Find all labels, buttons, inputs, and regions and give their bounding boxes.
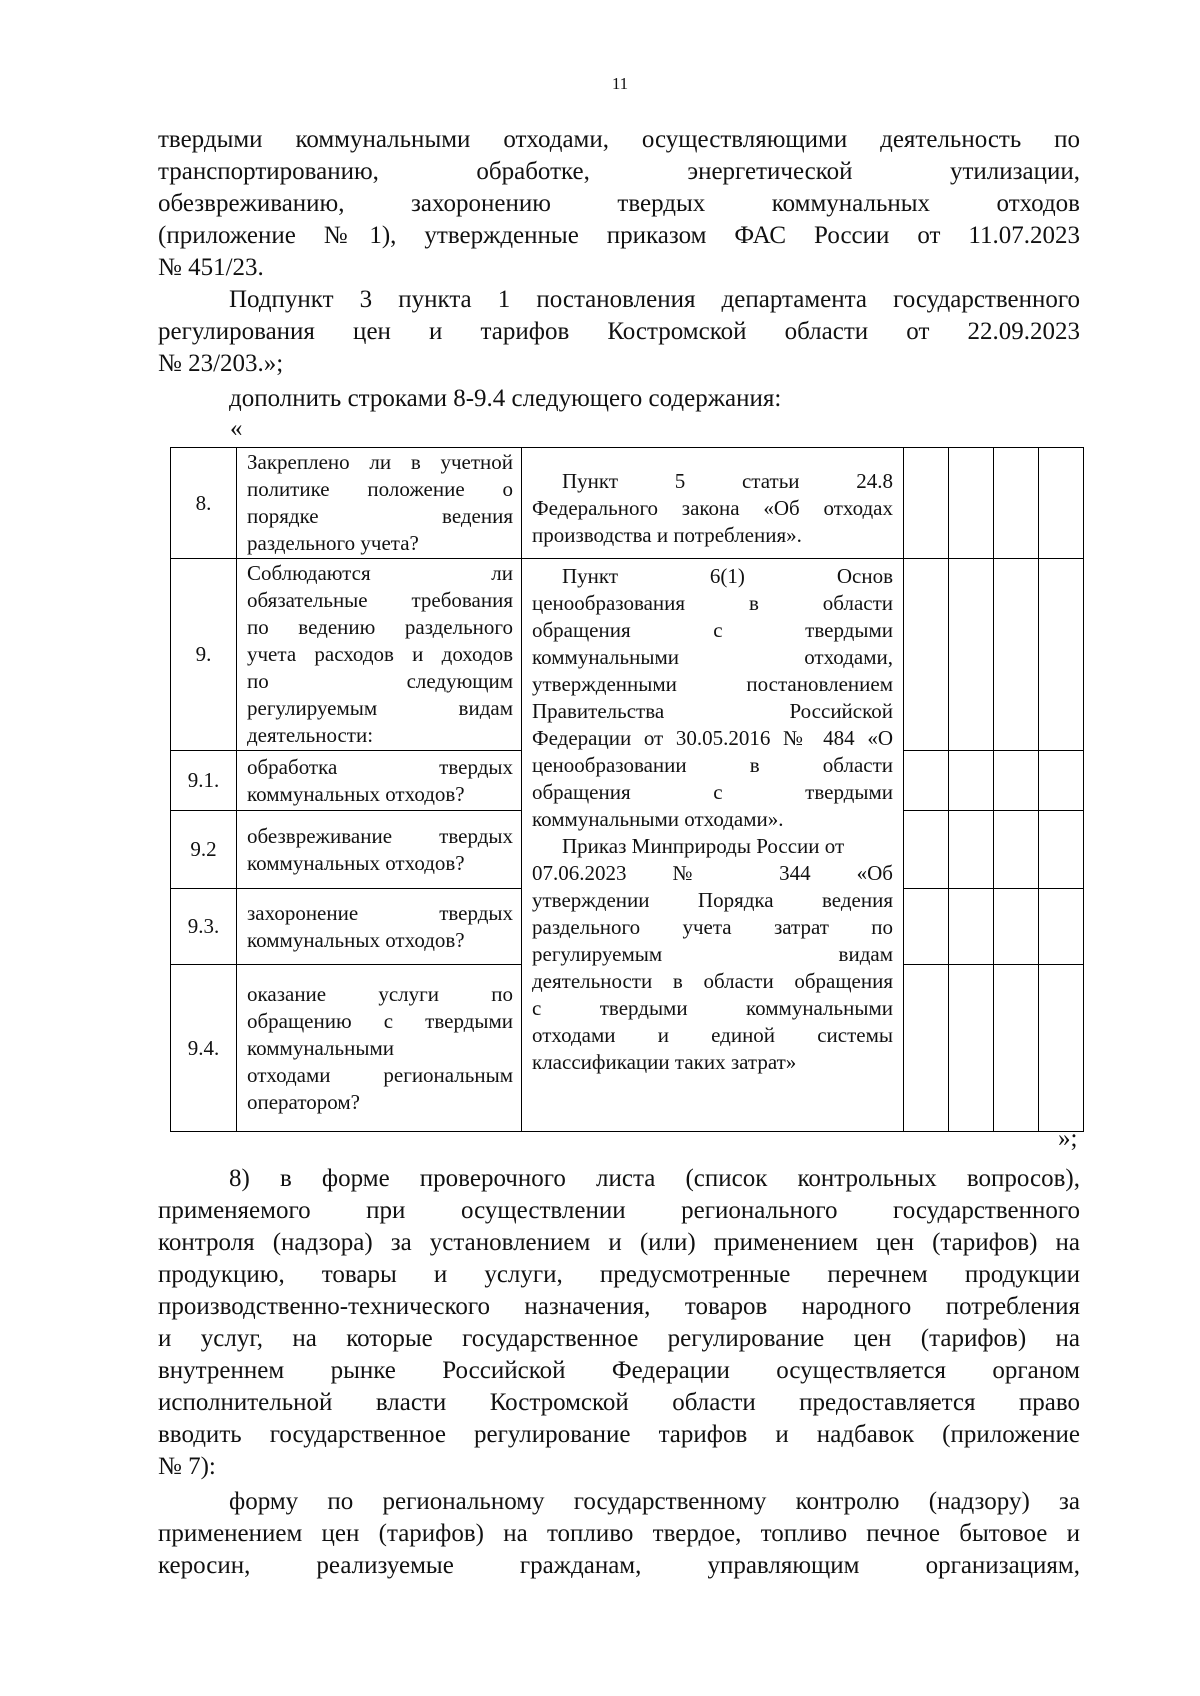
row-number: 9.2 xyxy=(171,811,237,889)
question-cell xyxy=(237,965,522,1132)
text-line: № 23/203.»; xyxy=(158,350,284,377)
question-line: по ведению раздельного xyxy=(247,615,513,639)
question-line: оказание услуги по xyxy=(247,981,513,1006)
basis-line: Приказ Минприроды России от xyxy=(562,834,845,858)
answer-no-cell[interactable] xyxy=(949,811,994,889)
text-line: продукцию, товары и услуги, предусмотренные перечнем продукции xyxy=(158,1261,1080,1288)
text-line: применением цен (тарифов) на топливо твердое, топливо печное бытовое и xyxy=(158,1520,1080,1547)
basis-line: раздельного учета затрат по xyxy=(532,915,893,939)
question-line: обезвреживание твердых xyxy=(247,823,513,848)
checklist-table xyxy=(170,447,1084,1132)
basis-line: коммунальными отходами, xyxy=(532,645,893,669)
question-line: регулируемым видам xyxy=(247,696,513,720)
basis-line: Пункт 6(1) Основ xyxy=(562,564,893,588)
row-number: 9.3. xyxy=(171,889,237,965)
answer-no-cell[interactable] xyxy=(949,448,994,559)
question-line: обработка твердых xyxy=(247,754,513,779)
basis-line: Федерального закона «Об отходах xyxy=(532,496,893,520)
question-line: коммунальными xyxy=(247,1035,394,1060)
answer-yes-cell[interactable] xyxy=(904,811,949,889)
row-number: 9. xyxy=(171,559,237,751)
table-row xyxy=(171,448,1084,559)
text-line: форму по региональному государственному контролю (надзору) за xyxy=(229,1488,1080,1515)
question-line: Закреплено ли в учетной xyxy=(247,450,513,474)
note-cell[interactable] xyxy=(1039,448,1084,559)
text-line: Подпункт 3 пункта 1 постановления департамента государственного xyxy=(229,286,1080,313)
basis-line: ценообразования в области xyxy=(532,591,893,615)
basis-line: с твердыми коммунальными xyxy=(532,996,893,1020)
basis-line: Правительства Российской xyxy=(532,699,893,723)
question-line: по следующим xyxy=(247,669,513,693)
quote-open: « xyxy=(230,415,243,442)
answer-yes-cell[interactable] xyxy=(904,889,949,965)
answer-yes-cell[interactable] xyxy=(904,559,949,751)
basis-line: классификации таких затрат» xyxy=(532,1050,797,1074)
text-line: транспортированию, обработке, энергетической утилизации, xyxy=(158,158,1080,185)
question-line: деятельности: xyxy=(247,723,374,747)
text-line: вводить государственное регулирование тарифов и надбавок (приложение xyxy=(158,1421,1080,1448)
answer-no-cell[interactable] xyxy=(949,889,994,965)
answer-na-cell[interactable] xyxy=(994,889,1039,965)
question-line: порядке ведения xyxy=(247,504,513,528)
question-line: раздельного учета? xyxy=(247,531,419,555)
basis-line: 07.06.2023 № 344 «Об xyxy=(532,861,893,885)
text-line: керосин, реализуемые гражданам, управляющим организациям, xyxy=(158,1552,1080,1579)
text-line: и услуг, на которые государственное регулирование цен (тарифов) на xyxy=(158,1325,1080,1352)
basis-line: обращения с твердыми xyxy=(532,780,893,804)
basis-line: ценообразовании в области xyxy=(532,753,893,777)
note-cell[interactable] xyxy=(1039,751,1084,811)
question-line: коммунальных отходов? xyxy=(247,927,465,952)
question-cell xyxy=(237,889,522,965)
question-line: оператором? xyxy=(247,1089,360,1114)
note-cell[interactable] xyxy=(1039,889,1084,965)
basis-line: обращения с твердыми xyxy=(532,618,893,642)
basis-line: производства и потребления». xyxy=(532,523,802,547)
question-line: политике положение о xyxy=(247,477,513,501)
question-line: захоронение твердых xyxy=(247,900,513,925)
question-cell xyxy=(237,751,522,811)
answer-yes-cell[interactable] xyxy=(904,448,949,559)
text-line: № 7): xyxy=(158,1453,216,1480)
text-line: контроля (надзора) за установлением и (или) применением цен (тарифов) на xyxy=(158,1229,1080,1256)
text-line: внутреннем рынке Российской Федерации осуществляется органом xyxy=(158,1357,1080,1384)
note-cell[interactable] xyxy=(1039,559,1084,751)
page-number: 11 xyxy=(611,74,629,93)
basis-line: регулируемым видам xyxy=(532,942,893,966)
text-line: производственно-технического назначения, товаров народного потребления xyxy=(158,1293,1080,1320)
legal-basis-cell xyxy=(522,559,904,1132)
text-line: (приложение №1), утвержденные приказом ФАС России от 11.07.2023 xyxy=(158,222,1080,249)
answer-yes-cell[interactable] xyxy=(904,751,949,811)
text-line: применяемого при осуществлении регионального государственного xyxy=(158,1197,1080,1224)
question-cell xyxy=(237,559,522,751)
question-cell xyxy=(237,448,522,559)
text-line: исполнительной власти Костромской области предоставляется право xyxy=(158,1389,1080,1416)
row-number: 9.4. xyxy=(171,965,237,1132)
question-line: коммунальных отходов? xyxy=(247,781,465,806)
answer-no-cell[interactable] xyxy=(949,559,994,751)
basis-line: утвержденными постановлением xyxy=(532,672,893,696)
question-line: коммунальных отходов? xyxy=(247,850,465,875)
answer-no-cell[interactable] xyxy=(949,965,994,1132)
text-line: № 451/23. xyxy=(158,254,264,281)
supplement-line: дополнить строками 8-9.4 следующего содержания: xyxy=(229,385,782,412)
answer-na-cell[interactable] xyxy=(994,448,1039,559)
question-line: обязательные требования xyxy=(247,588,513,612)
table-row xyxy=(171,559,1084,751)
basis-line: Федерации от 30.05.2016 № 484 «О xyxy=(532,726,893,750)
basis-line: коммунальными отходами». xyxy=(532,807,784,831)
basis-line: деятельности в области обращения xyxy=(532,969,893,993)
row-number: 9.1. xyxy=(171,751,237,811)
answer-na-cell[interactable] xyxy=(994,751,1039,811)
note-cell[interactable] xyxy=(1039,811,1084,889)
note-cell[interactable] xyxy=(1039,965,1084,1132)
basis-line: Пункт 5 статьи 24.8 xyxy=(562,469,893,493)
question-line: обращению с твердыми xyxy=(247,1008,513,1033)
text-line: обезвреживанию, захоронению твердых коммунальных отходов xyxy=(158,190,1080,217)
text-line: твердыми коммунальными отходами, осуществляющими деятельность по xyxy=(158,126,1080,153)
legal-basis-cell xyxy=(522,448,904,559)
answer-yes-cell[interactable] xyxy=(904,965,949,1132)
answer-na-cell[interactable] xyxy=(994,811,1039,889)
quote-close: »; xyxy=(1058,1125,1078,1152)
answer-na-cell[interactable] xyxy=(994,559,1039,751)
question-line: Соблюдаются ли xyxy=(247,561,513,585)
basis-line: утверждении Порядка ведения xyxy=(532,888,893,912)
question-line: отходами региональным xyxy=(247,1062,513,1087)
row-number: 8. xyxy=(171,448,237,559)
basis-line: отходами и единой системы xyxy=(532,1023,893,1047)
question-line: учета расходов и доходов xyxy=(247,642,513,666)
answer-no-cell[interactable] xyxy=(949,751,994,811)
text-line: 8) в форме проверочного листа (список контрольных вопросов), xyxy=(229,1165,1080,1192)
question-cell xyxy=(237,811,522,889)
text-line: регулирования цен и тарифов Костромской области от 22.09.2023 xyxy=(158,318,1080,345)
answer-na-cell[interactable] xyxy=(994,965,1039,1132)
